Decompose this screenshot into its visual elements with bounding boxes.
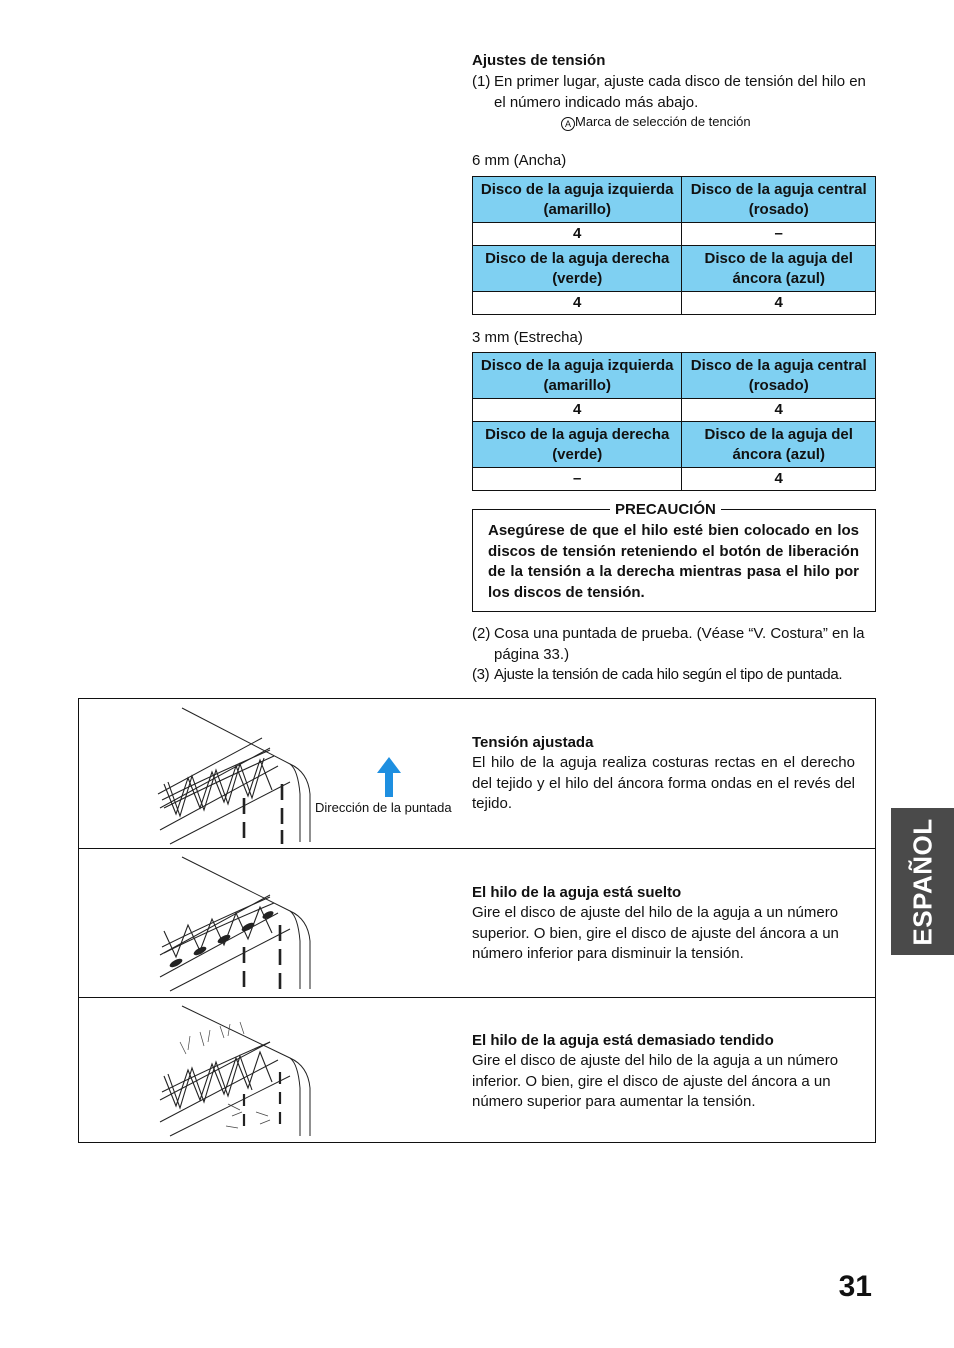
page-number: 31 — [838, 1270, 872, 1303]
direction-label: Dirección de la puntada — [315, 800, 452, 815]
arrow-up-icon — [376, 756, 402, 798]
table-value-cell: 4 — [682, 292, 876, 315]
table-value-cell: 4 — [473, 292, 682, 315]
panel-title: Tensión ajustada — [472, 734, 594, 751]
panel-text: El hilo de la aguja realiza costuras rectas en el derecho del tejido y el hilo del áncora forma ondas en el revés del tejido. — [472, 754, 855, 812]
panel-title: El hilo de la aguja está demasiado tendido — [472, 1032, 774, 1049]
caution-text: Asegúrese de que el hilo esté bien colocado en los discos de tensión reteniendo el botón de liberación de la tensión a la derecha mientras pasa el hilo por los discos de tensión. — [488, 522, 859, 601]
caution-title: PRECAUCIÓN — [610, 501, 721, 518]
stitch-correct-illustration — [150, 704, 320, 846]
step-text: En primer lugar, ajuste cada disco de tensión del hilo en el número indicado más abajo. — [494, 73, 866, 111]
tension-table-narrow — [472, 352, 876, 491]
panel-text: Gire el disco de ajuste del hilo de la aguja a un número inferior. O bien, gire el disco de ajuste del áncora a un número superior para aumentar la tensión. — [472, 1052, 839, 1110]
table-caption-narrow: 3 mm (Estrecha) — [472, 329, 583, 346]
panel-divider — [78, 997, 876, 998]
table-header-cell: Disco de la aguja del áncora (azul) — [682, 246, 876, 292]
step-number: (2) — [472, 625, 491, 642]
step-2 — [472, 624, 877, 665]
selection-mark-note — [561, 114, 751, 131]
table-value-cell: 4 — [682, 399, 876, 422]
table-value-cell: – — [473, 468, 682, 491]
panel-text: Gire el disco de ajuste del hilo de la aguja a un número superior. O bien, gire el disco de ajuste del áncora a un número inferior para disminuir la tensión. — [472, 904, 839, 962]
stitch-tight-illustration — [150, 1002, 320, 1138]
tension-table-wide — [472, 176, 876, 315]
table-value-cell: 4 — [473, 399, 682, 422]
step-number: (3) — [472, 666, 490, 683]
table-value-cell: 4 — [473, 223, 682, 246]
table-value-cell: – — [682, 223, 876, 246]
selection-mark-text: Marca de selección de tención — [575, 114, 751, 129]
language-tab-label: ESPAÑOL — [907, 817, 937, 946]
step-3 — [472, 665, 877, 686]
section-heading: Ajustes de tensión — [472, 52, 606, 69]
table-header-cell: Disco de la aguja central (rosado) — [682, 353, 876, 399]
table-header-cell: Disco de la aguja central (rosado) — [682, 177, 876, 223]
table-header-cell: Disco de la aguja del áncora (azul) — [682, 422, 876, 468]
step-text: Ajuste la tensión de cada hilo según el tipo de puntada. — [494, 666, 843, 683]
table-header-cell: Disco de la aguja derecha (verde) — [473, 422, 682, 468]
circled-a-icon: A — [561, 117, 575, 131]
table-caption-wide: 6 mm (Ancha) — [472, 152, 567, 169]
language-tab — [891, 808, 954, 955]
table-value-cell: 4 — [682, 468, 876, 491]
panel-divider — [78, 848, 876, 849]
table-header-cell: Disco de la aguja izquierda (amarillo) — [473, 353, 682, 399]
stitch-loose-illustration — [150, 853, 320, 993]
step-text: Cosa una puntada de prueba. (Véase “V. Costura” en la página 33.) — [494, 625, 865, 663]
table-header-cell: Disco de la aguja izquierda (amarillo) — [473, 177, 682, 223]
panel-title: El hilo de la aguja está suelto — [472, 884, 682, 901]
step-1 — [472, 72, 877, 113]
table-header-cell: Disco de la aguja derecha (verde) — [473, 246, 682, 292]
step-number: (1) — [472, 73, 491, 90]
